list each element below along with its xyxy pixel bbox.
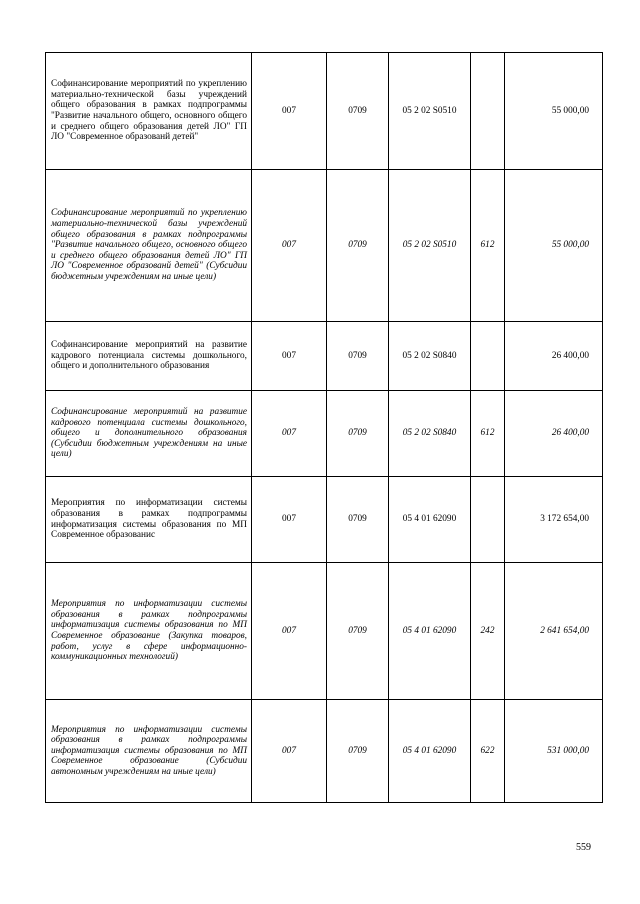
expense-type-code (471, 322, 505, 391)
table-row (46, 700, 603, 803)
section-code: 0709 (327, 322, 389, 391)
expense-type-code: 622 (471, 700, 505, 803)
target-code: 05 2 02 S0510 (389, 53, 471, 170)
amount: 2 641 654,00 (505, 563, 603, 700)
target-code: 05 2 02 S0840 (389, 391, 471, 477)
target-code: 05 4 01 62090 (389, 477, 471, 563)
section-code: 0709 (327, 170, 389, 322)
table-row (46, 53, 603, 170)
amount: 55 000,00 (505, 170, 603, 322)
target-code: 05 4 01 62090 (389, 563, 471, 700)
page-number: 559 (576, 842, 591, 853)
ministry-code: 007 (252, 391, 327, 477)
expense-type-code: 612 (471, 391, 505, 477)
section-code: 0709 (327, 391, 389, 477)
amount: 26 400,00 (505, 391, 603, 477)
row-description: Софинансирование мероприятий на развитие кадрового потенциала системы дошкольного, общего и дополнительного образования (Субсидии бюджетным учреждениям на иные цели) (46, 391, 252, 477)
row-description: Софинансирование мероприятий по укреплению материально-технической базы учреждений общего образования в рамках подпрограммы "Развитие начального общего, основного общего и среднего общего образования детей ЛО" ГП ЛО "Современное образованй детей" (46, 53, 252, 170)
table-row (46, 477, 603, 563)
row-description: Софинансирование мероприятий по укреплению материально-технической базы учреждений общего образования в рамках подпрограммы "Развитие начального общего, основного общего и среднего общего образования детей ЛО" ГП ЛО "Современное образованй детей" (Субсидии бюджетным учреждениям на иные цели) (46, 170, 252, 322)
expense-type-code: 612 (471, 170, 505, 322)
expense-type-code (471, 53, 505, 170)
target-code: 05 2 02 S0840 (389, 322, 471, 391)
section-code: 0709 (327, 700, 389, 803)
table-row (46, 563, 603, 700)
ministry-code: 007 (252, 563, 327, 700)
amount: 3 172 654,00 (505, 477, 603, 563)
ministry-code: 007 (252, 477, 327, 563)
amount: 531 000,00 (505, 700, 603, 803)
section-code: 0709 (327, 53, 389, 170)
target-code: 05 4 01 62090 (389, 700, 471, 803)
ministry-code: 007 (252, 170, 327, 322)
ministry-code: 007 (252, 53, 327, 170)
table-row (46, 391, 603, 477)
section-code: 0709 (327, 477, 389, 563)
ministry-code: 007 (252, 700, 327, 803)
budget-table (45, 52, 603, 803)
expense-type-code (471, 477, 505, 563)
section-code: 0709 (327, 563, 389, 700)
ministry-code: 007 (252, 322, 327, 391)
row-description: Мероприятия по информатизации системы образования в рамках подпрограммы информатизация системы образования по МП Современное образование (Закупка товаров, работ, услуг в сфере информационно-коммуникационных технологий) (46, 563, 252, 700)
table-row (46, 322, 603, 391)
amount: 26 400,00 (505, 322, 603, 391)
table-row (46, 170, 603, 322)
target-code: 05 2 02 S0510 (389, 170, 471, 322)
row-description: Софинансирование мероприятий на развитие кадрового потенциала системы дошкольного, общего и дополнительного образования (46, 322, 252, 391)
row-description: Мероприятия по информатизации системы образования в рамках подпрограммы информатизация системы образования по МП Современное образованис (46, 477, 252, 563)
row-description: Мероприятия по информатизации системы образования в рамках подпрограммы информатизация системы образования по МП Современное образование (Субсидии автономным учреждениям на иные цели) (46, 700, 252, 803)
amount: 55 000,00 (505, 53, 603, 170)
expense-type-code: 242 (471, 563, 505, 700)
